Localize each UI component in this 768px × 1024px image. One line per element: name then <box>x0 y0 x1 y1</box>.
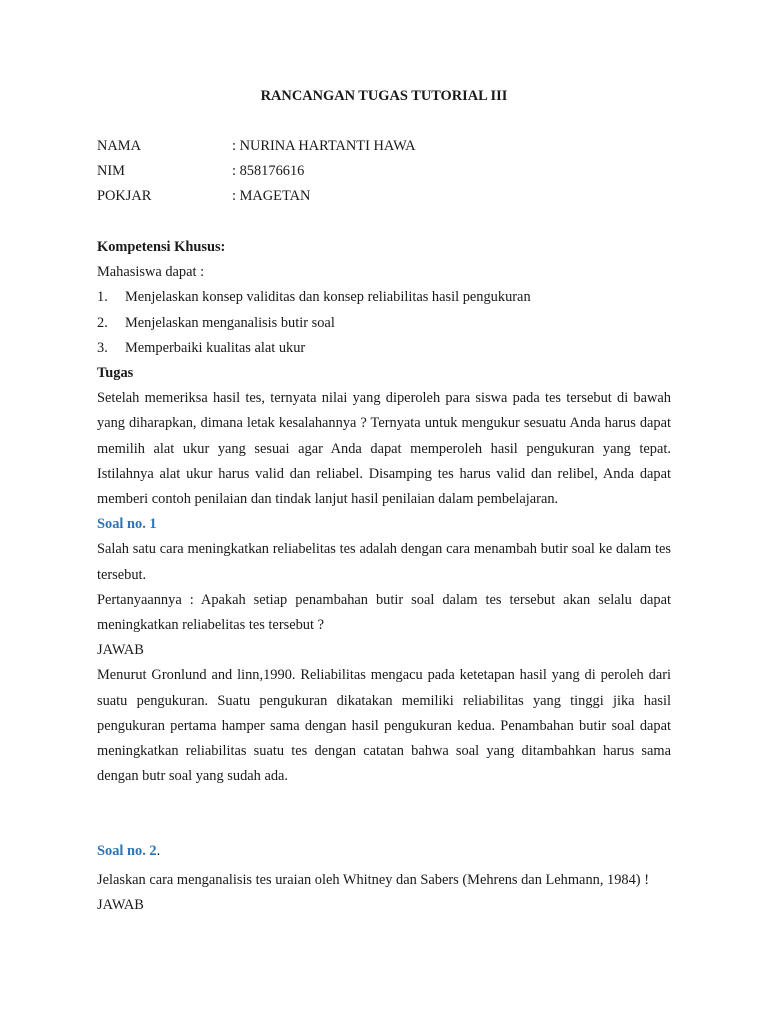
kompetensi-section <box>97 235 671 789</box>
soal-1-answer: Menurut Gronlund and linn,1990. Reliabilitas mengacu pada ketetapan hasil yang di peroleh dari suatu pengukuran. Suatu pengukuran dikatakan memiliki reliabilitas yang tinggi jika hasil pengukuran pertama hamper sama dengan hasil pengukuran kedua. Penambahan butir soal dapat meningkatkan reliabilitas suatu tes dengan catatan bahwa soal yang ditambahkan harus sama dengan butr soal yang sudah ada. <box>97 667 671 785</box>
list-item <box>97 285 671 310</box>
identity-value: : 858176616 <box>232 163 305 180</box>
list-number: 3. <box>97 339 108 356</box>
list-number: 1. <box>97 289 108 306</box>
identity-row-nim <box>97 159 671 184</box>
tugas-paragraph: Setelah memeriksa hasil tes, ternyata nilai yang diperoleh para siswa pada tes tersebut di bawah yang diharapkan, dimana letak kesalahannya ? Ternyata untuk mengukur sesuatu Anda harus dapat memilih alat ukur yang sesuai agar Anda dapat memperoleh hasil pengukuran yang tepat. Istilahnya alat ukur harus valid dan reliabel. Disamping tes harus valid dan relibel, Anda dapat memberi contoh penilaian dan tindak lanjut hasil penilaian dalam pembelajaran. <box>97 390 671 508</box>
soal-2-heading: Soal no. 2 <box>97 843 157 859</box>
kompetensi-heading: Kompetensi Khusus: <box>97 239 226 255</box>
document-title: RANCANGAN TUGAS TUTORIAL III <box>260 88 508 104</box>
identity-row-nama <box>97 134 671 159</box>
soal-2-question: Jelaskan cara menganalisis tes uraian oleh Whitney dan Sabers (Mehrens dan Lehmann, 1984) ! <box>97 872 649 889</box>
soal-1-statement: Salah satu cara meningkatkan reliabelitas tes adalah dengan cara menambah butir soal ke dalam tes tersebut. <box>97 541 671 583</box>
list-item <box>97 336 671 361</box>
identity-label: POKJAR <box>97 188 152 205</box>
list-text: Menjelaskan menganalisis butir soal <box>125 314 335 331</box>
soal-1-heading: Soal no. 1 <box>97 516 157 533</box>
identity-row-pokjar <box>97 184 671 209</box>
identity-block <box>97 134 671 210</box>
soal-2-section <box>97 839 671 919</box>
identity-label: NAMA <box>97 138 141 154</box>
soal-1-jawab-label: JAWAB <box>97 642 144 659</box>
identity-value: : NURINA HARTANTI HAWA <box>232 138 416 154</box>
soal-1-question: Pertanyaannya : Apakah setiap penambahan butir soal dalam tes tersebut akan selalu dapat meningkatkan reliabelitas tes tersebut ? <box>97 591 671 634</box>
identity-label: NIM <box>97 163 125 180</box>
list-text: Memperbaiki kualitas alat ukur <box>125 339 306 356</box>
list-text: Menjelaskan konsep validitas dan konsep reliabilitas hasil pengukuran <box>125 289 531 306</box>
list-item <box>97 311 671 336</box>
list-number: 2. <box>97 314 108 331</box>
soal-2-heading-suffix: . <box>156 843 161 859</box>
soal-2-jawab-label: JAWAB <box>97 897 144 914</box>
tugas-heading: Tugas <box>97 365 134 382</box>
identity-value: : MAGETAN <box>232 188 311 205</box>
soal-2-heading-line <box>97 839 671 864</box>
kompetensi-intro: Mahasiswa dapat : <box>97 264 205 281</box>
